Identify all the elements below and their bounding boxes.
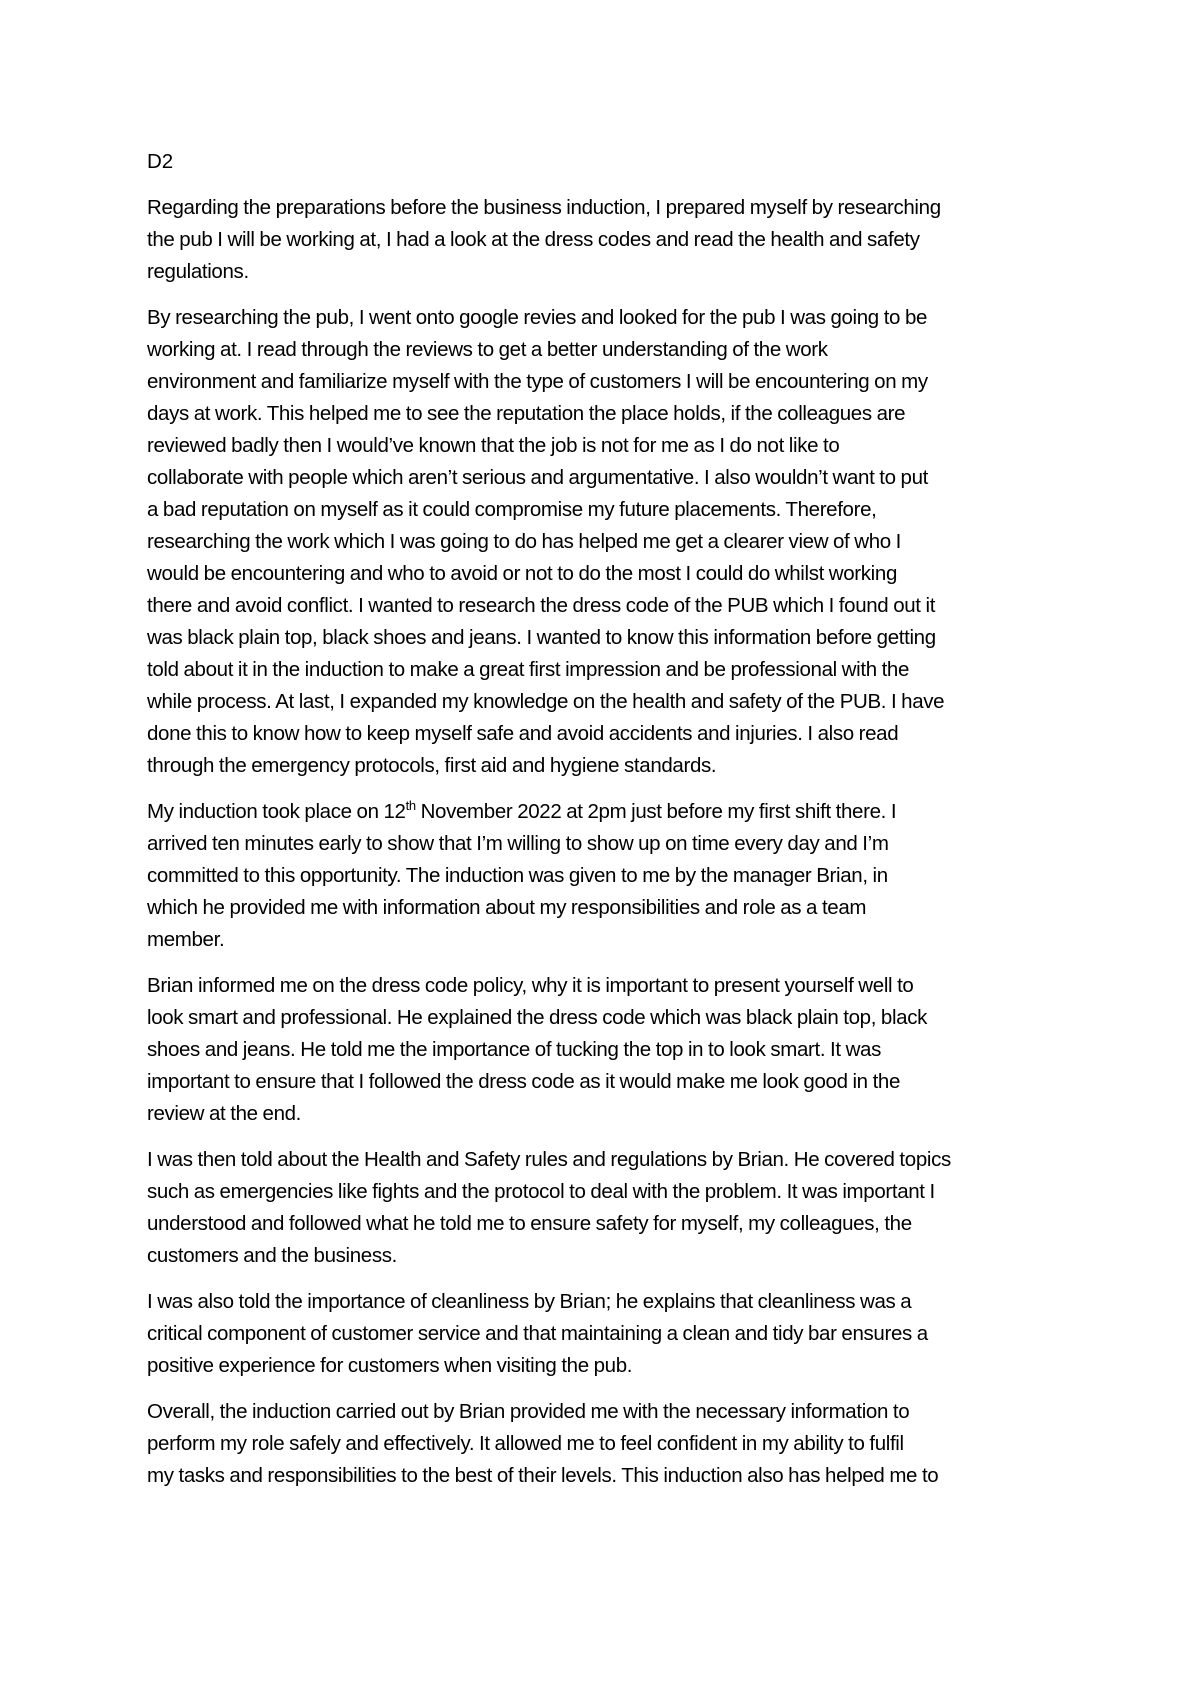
text-line: my tasks and responsibilities to the best of their levels. This induction also has helped me to	[147, 1464, 939, 1487]
text-line: environment and familiarize myself with the type of customers I will be encountering on my	[147, 370, 928, 393]
text-line: Brian informed me on the dress code policy, why it is important to present yourself well to	[147, 974, 914, 997]
paragraph-cleanliness	[147, 1286, 1072, 1382]
text-line: collaborate with people which aren’t serious and argumentative. I also wouldn’t want to put	[147, 466, 928, 489]
induction-line-start: My induction took place on 12	[147, 800, 406, 823]
text-line: look smart and professional. He explained the dress code which was black plain top, black	[147, 1006, 928, 1029]
text-line: By researching the pub, I went onto google revies and looked for the pub I was going to be	[147, 306, 928, 329]
text-line-induction-date	[147, 796, 1072, 828]
document-page	[147, 146, 1072, 1506]
paragraph-research	[147, 302, 1072, 782]
text-line: critical component of customer service and that maintaining a clean and tidy bar ensures a	[147, 1322, 928, 1345]
text-line: arrived ten minutes early to show that I’m willing to show up on time every day and I’m	[147, 832, 889, 855]
induction-line-end: November 2022 at 2pm just before my first shift there. I	[415, 800, 897, 823]
text-line: shoes and jeans. He told me the importance of tucking the top in to look smart. It was	[147, 1038, 881, 1061]
text-line: days at work. This helped me to see the reputation the place holds, if the colleagues are	[147, 402, 906, 425]
text-line: perform my role safely and effectively. It allowed me to feel confident in my ability to fulfil	[147, 1432, 904, 1455]
text-line: such as emergencies like fights and the protocol to deal with the problem. It was important I	[147, 1180, 935, 1203]
date-superscript: th	[405, 798, 416, 814]
text-line: I was then told about the Health and Safety rules and regulations by Brian. He covered topics	[147, 1148, 951, 1171]
text-line: which he provided me with information about my responsibilities and role as a team	[147, 896, 867, 919]
paragraph-health-safety	[147, 1144, 1072, 1272]
text-line: there and avoid conflict. I wanted to research the dress code of the PUB which I found out it	[147, 594, 936, 617]
text-line: member.	[147, 928, 225, 951]
text-line: while process. At last, I expanded my knowledge on the health and safety of the PUB. I have	[147, 690, 945, 713]
paragraph-overall	[147, 1396, 1072, 1492]
text-line: I was also told the importance of cleanliness by Brian; he explains that cleanliness was a	[147, 1290, 912, 1313]
text-line: committed to this opportunity. The induction was given to me by the manager Brian, in	[147, 864, 888, 887]
text-line: review at the end.	[147, 1102, 302, 1125]
text-line: Regarding the preparations before the business induction, I prepared myself by researching	[147, 196, 941, 219]
text-line: customers and the business.	[147, 1244, 397, 1267]
text-line: working at. I read through the reviews to get a better understanding of the work	[147, 338, 828, 361]
text-line: would be encountering and who to avoid or not to do the most I could do whilst working	[147, 562, 897, 585]
paragraph-preparations	[147, 192, 1072, 288]
text-line: a bad reputation on myself as it could compromise my future placements. Therefore,	[147, 498, 877, 521]
text-line: done this to know how to keep myself safe and avoid accidents and injuries. I also read	[147, 722, 899, 745]
paragraph-induction	[147, 796, 1072, 956]
text-line: important to ensure that I followed the dress code as it would make me look good in the	[147, 1070, 901, 1093]
text-line: the pub I will be working at, I had a look at the dress codes and read the health and safety	[147, 228, 920, 251]
text-line: researching the work which I was going to do has helped me get a clearer view of who I	[147, 530, 901, 553]
paragraph-dress-code	[147, 970, 1072, 1130]
document-heading: D2	[147, 150, 174, 173]
text-line: Overall, the induction carried out by Brian provided me with the necessary information to	[147, 1400, 910, 1423]
text-line: told about it in the induction to make a great first impression and be professional with the	[147, 658, 910, 681]
text-line: through the emergency protocols, first aid and hygiene standards.	[147, 754, 717, 777]
text-line: regulations.	[147, 260, 249, 283]
text-line: reviewed badly then I would’ve known that the job is not for me as I do not like to	[147, 434, 840, 457]
text-line: was black plain top, black shoes and jeans. I wanted to know this information before getting	[147, 626, 936, 649]
text-line: positive experience for customers when visiting the pub.	[147, 1354, 633, 1377]
text-line: understood and followed what he told me to ensure safety for myself, my colleagues, the	[147, 1212, 912, 1235]
